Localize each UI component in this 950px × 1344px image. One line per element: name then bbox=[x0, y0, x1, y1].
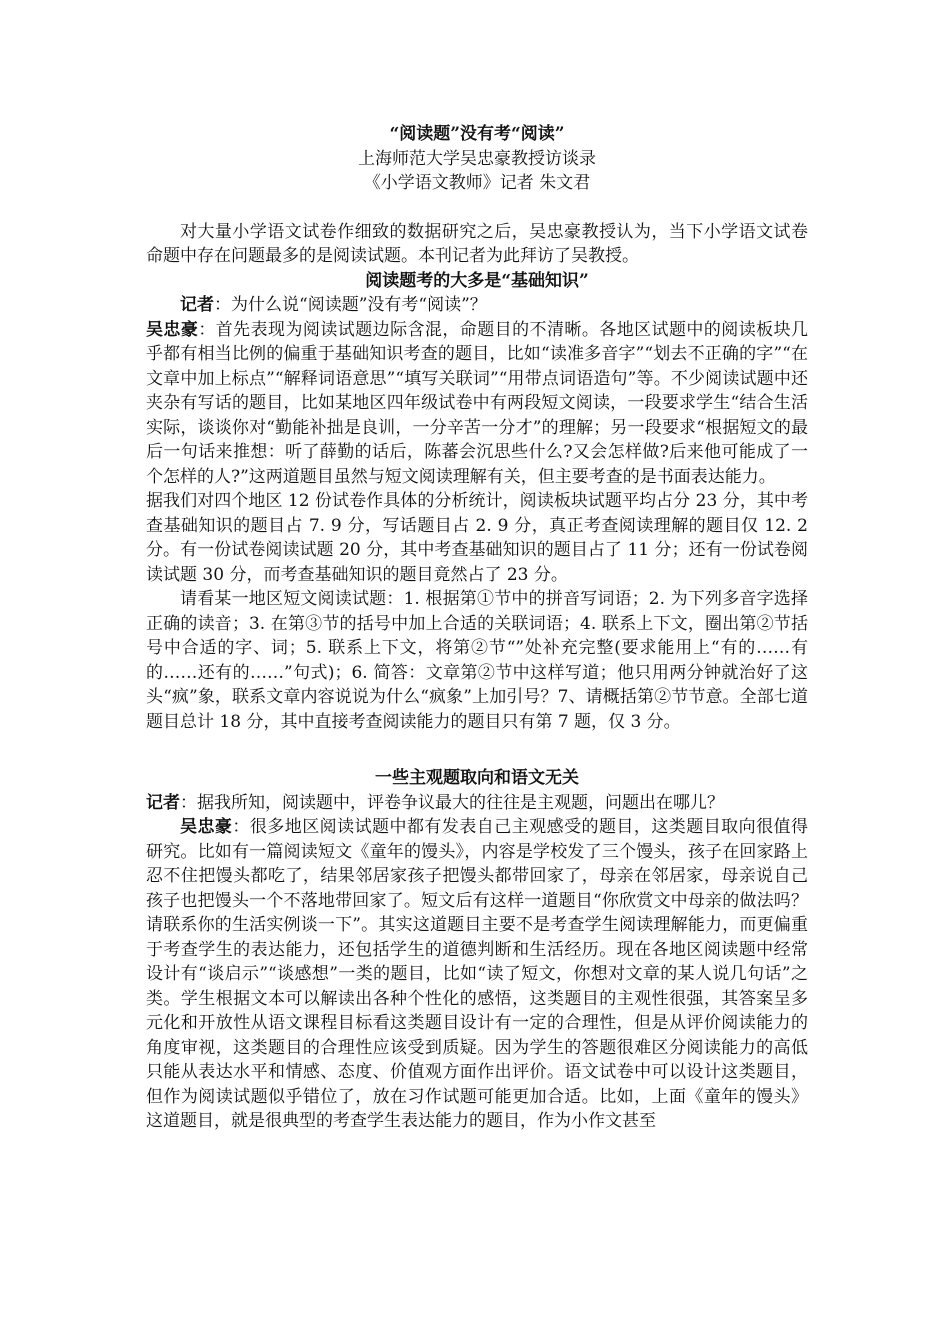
question-paragraph-1 bbox=[146, 293, 808, 318]
spacer bbox=[146, 196, 808, 220]
answer-paragraph-1 bbox=[146, 318, 808, 490]
section-heading-1: 阅读题考的大多是“基础知识” bbox=[365, 270, 589, 291]
speaker-label: 吴忠豪 bbox=[180, 817, 233, 837]
spacer bbox=[146, 734, 808, 766]
section-heading-2: 一些主观题取向和语文无关 bbox=[375, 768, 579, 788]
question-paragraph-2 bbox=[146, 791, 808, 816]
question-text: ：为什么说“阅读题”没有考“阅读”？ bbox=[214, 295, 487, 315]
document-page bbox=[146, 122, 808, 1134]
article-subtitle: 上海师范大学吴忠豪教授访谈录 bbox=[358, 148, 596, 169]
answer-text: ：首先表现为阅读试题边际含混，命题目的不清晰。各地区试题中的阅读板块几乎都有相当比例的偏重于基础知识考查的题目，比如“读准多音字”“划去不正确的字”“在文章中加上标点”“解释词语意思”“填写关联词”“用带点词语造句”等。不少阅读试题中还夹杂有写话的题目，比如某地区四年级试卷中有两段短文阅读，一段要求学生“结合生活实际，谈谈你对“勤能补拙是良训，一分辛苦一分才”的理解；另一段要求“根据短文的最后一句话来推想：听了薛勤的话后，陈蕃会沉思些什么?又会怎样做?后来他可能成了一个怎样的人?”这两道题目虽然与短文阅读理解有关，但主要考查的是书面表达能力。 bbox=[146, 319, 809, 487]
speaker-label: 记者 bbox=[146, 792, 180, 813]
article-byline: 《小学语文教师》记者 朱文君 bbox=[363, 173, 591, 193]
question-text: ：据我所知，阅读题中，评卷争议最大的往往是主观题，问题出在哪儿？ bbox=[180, 792, 724, 813]
answer-text: ：很多地区阅读试题中都有发表自己主观感受的题目，这类题目取向很值得研究。比如有一篇阅读短文《童年的馒头》，内容是学校发了三个馒头，孩子在回家路上忍不住把馒头都吃了，结果邻居家孩子把馒头都带回家了，母亲在邻居家，母亲说自己孩子也把馒头一个不落地带回家了。短文后有这样一道题目“你欣赏文中母亲的做法吗？请联系你的生活实例谈一下”。其实这道题目主要不是考查学生阅读理解能力，而更偏重于考查学生的表达能力，还包括学生的道德判断和生活经历。现在各地区阅读题中经常设计有“谈启示”“谈感想”一类的题目，比如“读了短文，你想对文章的某人说几句话”之类。学生根据文本可以解读出各种个性化的感悟，这类题目的主观性很强，其答案呈多元化和开放性从语文课程目标看这类题目设计有一定的合理性，但是从评价阅读能力的角度审视，这类题目的合理性应该受到质疑。因为学生的答题很难区分阅读能力的高低只能从表达水平和情感、态度、价值观方面作出评价。语文试卷中可以设计这类题目，但作为阅读试题似乎错位了，放在习作试题可能更加合适。比如，上面《童年的馒头》这道题目，就是很典型的考查学生表达能力的题目，作为小作文甚至 bbox=[146, 817, 809, 1131]
article-title: “阅读题”没有考“阅读” bbox=[389, 124, 565, 144]
answer-paragraph-2 bbox=[146, 815, 808, 1134]
example-paragraph: 请看某一地区短文阅读试题：1. 根据第①节中的拼音写词语；2. 为下列多音字选择正确的读音；3. 在第③节的括号中加上合适的关联词语；4. 联系上下文，圈出第②节括号中合适的字、词；5. 联系上下文，将第②节“”处补充完整(要求能用上“有的……有的……还有的……”句式)；6. 简答：文章第②节中这样写道；他只用两分钟就治好了这头“疯”象，联系文章内容说说为什么“疯象”上加引号？7、请概括第②节节意。全部七道题目总计 18 分，其中直接考查阅读能力的题目只有第 7 题，仅 3 分。 bbox=[146, 589, 808, 732]
stats-paragraph: 据我们对四个地区 12 份试卷作具体的分析统计，阅读板块试题平均占分 23 分，其中考查基础知识的题目占 7. 9 分，写话题目占 2. 9 分，真正考查阅读理解的题目仅 12. 2 分。有一份试卷阅读试题 20 分，其中考查基础知识的题目占了 11 分；还有一份试卷阅读试题 30 分，而考查基础知识的题目竟然占了 23 分。 bbox=[146, 491, 808, 585]
intro-paragraph: 对大量小学语文试卷作细致的数据研究之后，吴忠豪教授认为，当下小学语文试卷命题中存在问题最多的是阅读试题。本刊记者为此拜访了吴教授。 bbox=[146, 221, 808, 266]
speaker-label: 吴忠豪 bbox=[146, 319, 199, 340]
speaker-label: 记者 bbox=[180, 295, 214, 315]
